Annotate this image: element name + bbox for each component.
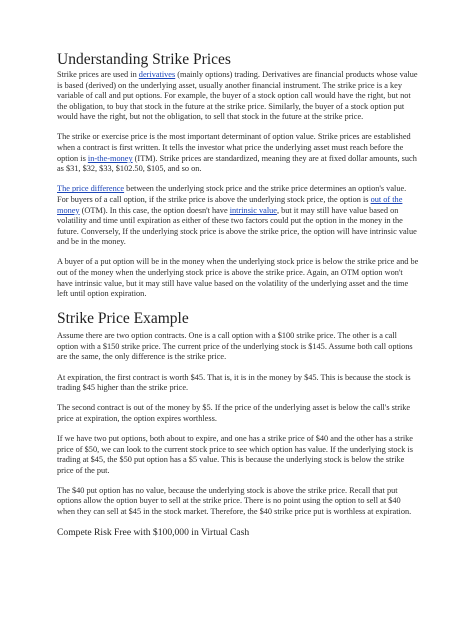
document-page xyxy=(57,50,419,539)
paragraph-intro xyxy=(57,70,419,123)
section-heading-strike-price-example: Strike Price Example xyxy=(57,310,189,328)
link-in-the-money[interactable]: in-the-money xyxy=(87,153,133,163)
paragraph-text: , but it may still have value based on volatility and time until expiration as either of these two factors could put the option in the money in the future. Conversely, If the underlying stock price is above the strike price, the option will have intrinsic value and be in the money. xyxy=(57,205,417,247)
paragraph-first-contract: At expiration, the first contract is worth $45. That is, it is in the money by $45. This is because the stock is trading $45 higher than the strike price. xyxy=(57,372,411,393)
paragraph-exercise-price xyxy=(57,132,419,174)
paragraph-text: The strike or exercise price is the most important determinant of option value. Strike prices are established when a contract is first written. It tells the investor what price the underlying asset must reach before the option is xyxy=(57,132,411,163)
paragraph-text: Strike prices are used in xyxy=(57,70,139,79)
paragraph-second-contract: The second contract is out of the money by $5. If the price of the underlying asset is below the call's strike price at expiration, the option expires worthless. xyxy=(57,403,411,423)
paragraph-text: (ITM). Strike prices are standardized, meaning they are at fixed dollar amounts, such as $31, $32, $33, $102.50, $105, and so on. xyxy=(57,153,417,174)
paragraph-price-difference xyxy=(57,184,419,248)
paragraph-text: (OTM). In this case, the option doesn't have xyxy=(79,205,230,215)
link-price-difference[interactable]: The price difference xyxy=(57,184,125,194)
paragraph-text: (mainly options) trading. Derivatives are financial products whose value is based (derived) on the underlying asset, usually another financial instrument. The strike price is a key variable of call and put options. For example, the buyer of a stock option call would have the right, but not the obligation, to buy that stock in the future at the strike price. Similarly, the buyer of a stock option put would have the right, but not the obligation, to sell that stock in the future at the strike price. xyxy=(57,70,418,122)
virtual-cash-promo-line: Compete Risk Free with $100,000 in Virtual Cash xyxy=(57,527,250,539)
link-out-of-the-money[interactable]: out of the money xyxy=(57,194,403,215)
paragraph-put-options: If we have two put options, both about to expire, and one has a strike price of $40 and the other has a strike price of $50, we can look to the current stock price to see which option has value. If the underlying stock is trading at $45, the $50 put option has a $5 value. This is because the underlying stock is below the strike price of the put. xyxy=(57,433,413,475)
link-intrinsic-value[interactable]: intrinsic value xyxy=(229,205,277,215)
paragraph-example-setup: Assume there are two option contracts. One is a call option with a $100 strike price. The other is a call option with a $150 strike price. The current price of the underlying stock is $145. Assume both call options are the same, the only difference is the strike price. xyxy=(57,331,413,362)
paragraph-forty-put: The $40 put option has no value, because the underlying stock is above the strike price. Recall that put options allow the option buyer to sell at the strike price. There is no point using the option to sell at $40 when they can sell at $45 in the stock market. Therefore, the $40 strike price put is worthless at expiration. xyxy=(57,485,412,516)
link-derivatives[interactable]: derivatives xyxy=(138,70,176,79)
section-heading-understanding-strike-prices: Understanding Strike Prices xyxy=(57,51,231,68)
paragraph-text: between the underlying stock price and the strike price determines an option's value. For buyers of a call option, if the strike price is above the underlying stock price, the option is xyxy=(57,184,407,204)
paragraph-put-option: A buyer of a put option will be in the money when the underlying stock price is below the strike price and be out of the money when the underlying stock price is above the strike price. Again, an OTM option won't have intrinsic value, but it may still have value based on the volatility of the underlying asset and the time left until option expiration. xyxy=(57,257,419,299)
